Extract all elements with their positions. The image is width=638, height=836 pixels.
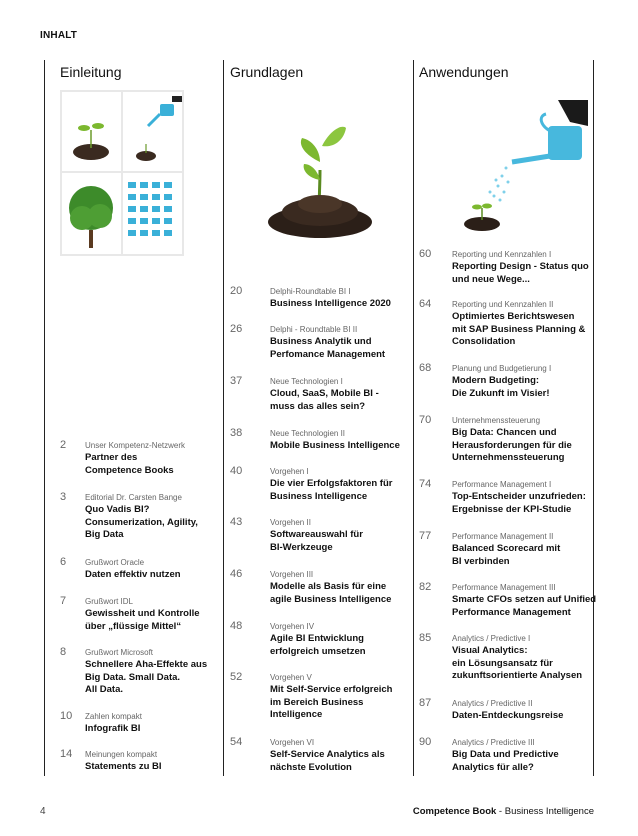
entry-title: Business Analytik und Perfomance Management (270, 336, 386, 360)
entry-category: Vorgehen IV (270, 622, 315, 631)
page-number: 10 (60, 710, 73, 722)
entry-title: Infografik BI (85, 723, 141, 734)
page-number: 7 (60, 595, 67, 607)
entry-category: Analytics / Predictive I (452, 634, 531, 643)
footer-brand (413, 806, 594, 817)
page-number: 68 (419, 362, 432, 374)
page-number: 3 (60, 491, 67, 503)
entry-title: Agile BI Entwicklung erfolgreich umsetzen (270, 633, 366, 657)
page-number: 26 (230, 323, 243, 335)
intro-image-grid (60, 90, 184, 256)
entry-title: Partner des Competence Books (85, 452, 174, 476)
entry-category: Vorgehen III (270, 570, 314, 579)
entry-category: Reporting und Kennzahlen II (452, 300, 554, 309)
entry-category: Neue Technologien II (270, 429, 346, 438)
section-header: INHALT (40, 30, 78, 41)
page-number: 2 (60, 439, 67, 451)
page-number: 14 (60, 748, 73, 760)
entry-title: Quo Vadis BI? Consumerization, Agility, Big Data (85, 504, 198, 540)
column-title-anwendungen: Anwendungen (419, 64, 509, 80)
entry-title: Mobile Business Intelligence (270, 440, 400, 451)
page-number: 82 (419, 581, 432, 593)
column-divider (44, 60, 45, 776)
page-number: 70 (419, 414, 432, 426)
entry-title: Statements zu BI (85, 761, 162, 772)
page-number: 90 (419, 736, 432, 748)
page-number: 46 (230, 568, 243, 580)
entry-title: Mit Self-Service erfolgreich im Bereich Business Intelligence (270, 684, 393, 720)
entry-title: Top-Entscheider unzufrieden: Ergebnisse der KPI-Studie (452, 491, 586, 515)
brand-name: Competence Book (412, 806, 497, 817)
page-number: 6 (60, 556, 67, 568)
entry-title: Visual Analytics: ein Lösungsansatz für zukunftsorientierte Analysen (452, 645, 583, 681)
entry-category: Vorgehen I (270, 467, 309, 476)
entry-title: Modelle als Basis für eine agile Business Intelligence (270, 581, 392, 605)
page-number: 43 (230, 516, 243, 528)
entry-title: Softwareauswahl für BI-Werkzeuge (270, 529, 363, 553)
seedling-illustration (250, 100, 390, 240)
entry-title: Cloud, SaaS, Mobile BI - muss das alles sein? (270, 388, 379, 412)
entry-category: Unser Kompetenz-Netzwerk (85, 441, 186, 450)
watering-can-illustration (460, 96, 590, 236)
page-number: 40 (230, 465, 243, 477)
entry-category: Performance Management II (452, 532, 554, 541)
entry-title: Daten-Entdeckungsreise (452, 710, 564, 721)
entry-title: Daten effektiv nutzen (85, 569, 181, 580)
brand-subtitle: - Business Intelligence (496, 806, 594, 817)
entry-title: Optimiertes Berichtswesen mit SAP Business Planning & Consolidation (452, 311, 586, 347)
entry-title: Smarte CFOs setzen auf Unified Performance Management (452, 594, 597, 618)
page-number: 87 (419, 697, 432, 709)
page-number: 85 (419, 632, 432, 644)
entry-category: Neue Technologien I (270, 377, 343, 386)
page-number: 64 (419, 298, 432, 310)
entry-category: Unternehmenssteuerung (452, 416, 541, 425)
entry-title: Big Data: Chancen und Herausforderungen für die Unternehmenssteuerung (452, 427, 572, 463)
entry-category: Editorial Dr. Carsten Bange (85, 493, 182, 502)
entry-title: Business Intelligence 2020 (270, 298, 391, 309)
page-number-footer: 4 (40, 806, 46, 817)
page-number: 8 (60, 646, 67, 658)
entry-category: Zahlen kompakt (85, 712, 142, 721)
entry-category: Delphi - Roundtable BI II (270, 325, 358, 334)
entry-category: Delphi-Roundtable BI I (270, 287, 351, 296)
page-number: 52 (230, 671, 243, 683)
page-number: 60 (419, 248, 432, 260)
column-divider (413, 60, 414, 776)
page-number: 38 (230, 427, 243, 439)
entry-category: Performance Management I (452, 480, 552, 489)
entry-title: Reporting Design - Status quo und neue Wege... (452, 261, 589, 285)
entry-category: Vorgehen VI (270, 738, 315, 747)
entry-category: Grußwort Microsoft (85, 648, 154, 657)
column-title-grundlagen: Grundlagen (230, 64, 304, 80)
entry-category: Grußwort Oracle (85, 558, 145, 567)
entry-category: Analytics / Predictive III (452, 738, 535, 747)
entry-category: Grußwort IDL (85, 597, 134, 606)
page-number: 74 (419, 478, 432, 490)
entry-title: Gewissheit und Kontrolle über „flüssige Mittel“ (85, 608, 200, 632)
entry-title: Modern Budgeting: Die Zukunft im Visier! (452, 375, 550, 399)
entry-title: Schnellere Aha-Effekte aus Big Data. Small Data. All Data. (85, 659, 208, 695)
page-number: 54 (230, 736, 243, 748)
entry-category: Planung und Budgetierung I (452, 364, 552, 373)
page-number: 37 (230, 375, 243, 387)
page-number: 77 (419, 530, 432, 542)
entry-category: Vorgehen II (270, 518, 311, 527)
page-number: 48 (230, 620, 243, 632)
entry-category: Meinungen kompakt (85, 750, 158, 759)
entry-title: Balanced Scorecard mit BI verbinden (452, 543, 561, 567)
entry-title: Die vier Erfolgsfaktoren für Business Intelligence (270, 478, 393, 502)
column-title-einleitung: Einleitung (60, 64, 122, 80)
entry-category: Analytics / Predictive II (452, 699, 533, 708)
entry-category: Reporting und Kennzahlen I (452, 250, 552, 259)
entry-title: Self-Service Analytics als nächste Evolution (270, 749, 385, 773)
page-number: 20 (230, 285, 243, 297)
entry-category: Performance Management III (452, 583, 556, 592)
entry-title: Big Data und Predictive Analytics für alle? (452, 749, 559, 773)
entry-category: Vorgehen V (270, 673, 312, 682)
